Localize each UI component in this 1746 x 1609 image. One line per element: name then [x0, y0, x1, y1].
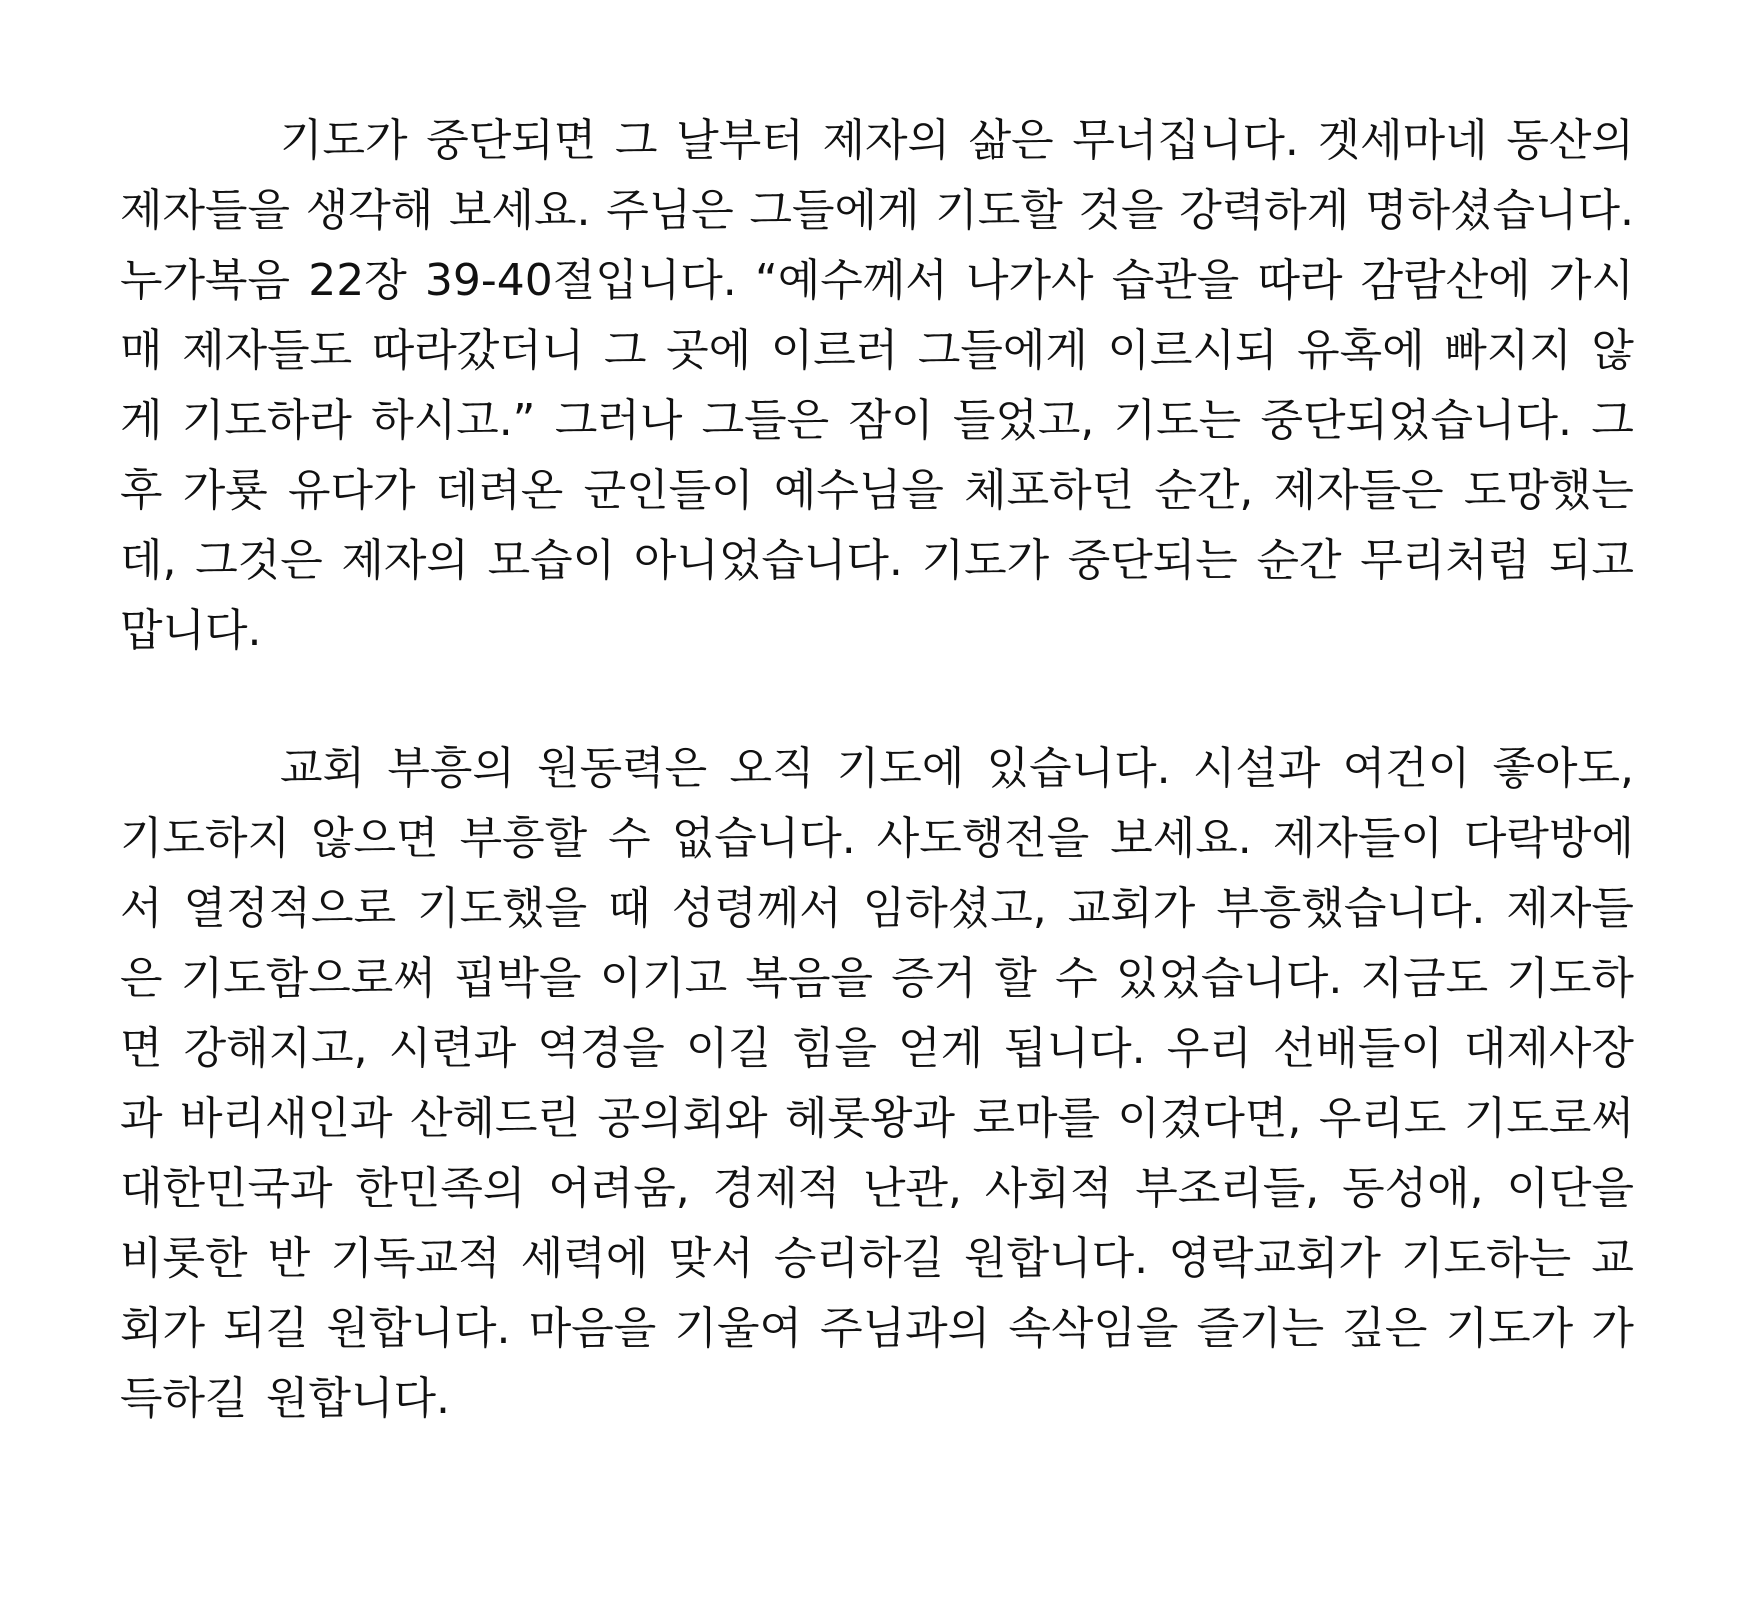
- word: 부흥할: [459, 813, 588, 864]
- word: 증거: [891, 953, 977, 1004]
- word: 지금도: [1360, 953, 1489, 1004]
- word: 게: [120, 395, 163, 446]
- word: 맙니다.: [120, 605, 262, 656]
- word: 원합니다.: [265, 1373, 450, 1424]
- word: 원합니다.: [964, 1233, 1149, 1284]
- word: 시설과: [1192, 743, 1321, 794]
- word: 교회: [280, 743, 366, 794]
- text-line: [120, 246, 1634, 316]
- word: 비롯한: [120, 1233, 248, 1284]
- word: 그: [603, 325, 647, 376]
- word: 가: [1591, 1303, 1634, 1354]
- text-line: [120, 1294, 1634, 1364]
- word: 성령께서: [671, 883, 842, 934]
- word: 빠지지: [1444, 325, 1572, 376]
- word: 복음을: [745, 953, 873, 1004]
- word: 우리도: [1318, 1093, 1447, 1144]
- word: 산헤드린: [409, 1093, 580, 1144]
- word: 제자들을: [120, 185, 291, 236]
- word: 면: [120, 1023, 163, 1074]
- word: 대한민국과: [120, 1163, 333, 1214]
- text-line: [120, 804, 1634, 874]
- word: 예수님을: [773, 465, 944, 516]
- word: 중단되었습니다.: [1260, 395, 1573, 446]
- word: 되길: [223, 1303, 309, 1354]
- word: 난관,: [863, 1163, 962, 1214]
- word: 영락교회가: [1168, 1233, 1381, 1284]
- word: 때: [608, 883, 651, 934]
- word: 무너집니다.: [1072, 115, 1299, 166]
- word: 들었고,: [952, 395, 1095, 446]
- word: 우리: [1166, 1023, 1252, 1074]
- word: 열정적으로: [183, 883, 397, 934]
- word: 주님과의: [820, 1303, 991, 1354]
- word: 곳에: [666, 325, 752, 376]
- word: 중단되면: [426, 115, 597, 166]
- word: 제자들도: [182, 325, 353, 376]
- paragraph-prayer-interrupted: [120, 106, 1634, 666]
- word: 제자들: [1506, 883, 1634, 934]
- word: 기도로써: [1463, 1093, 1634, 1144]
- word: 따라: [1257, 255, 1343, 306]
- word: 겟세마네: [1317, 115, 1488, 166]
- word: 않: [1591, 325, 1634, 376]
- text-line: [120, 1084, 1634, 1154]
- word: 아니었습니다.: [633, 535, 903, 586]
- word: 선배들이: [1272, 1023, 1443, 1074]
- word: 제자들이: [1272, 813, 1443, 864]
- word: 득하길: [120, 1373, 248, 1424]
- word: 시련과: [388, 1023, 517, 1074]
- word: 있었습니다.: [1115, 953, 1343, 1004]
- text-line: [120, 106, 1634, 176]
- word: 것을: [1078, 185, 1164, 236]
- word: 그것은: [195, 535, 323, 586]
- word: 할: [994, 953, 1037, 1004]
- word: 이르러: [770, 325, 899, 376]
- word: 어려움,: [548, 1163, 690, 1214]
- word: 유혹에: [1297, 325, 1425, 376]
- word: 습관을: [1111, 255, 1240, 306]
- word: 그들은: [701, 395, 830, 446]
- word: 보세요.: [449, 185, 591, 236]
- word: 가룟: [182, 465, 268, 516]
- word: 기도가: [921, 535, 1050, 586]
- word: 기울여: [674, 1303, 802, 1354]
- word: 이단을: [1506, 1163, 1634, 1214]
- paragraph-church-revival: [120, 734, 1634, 1434]
- word: 속삭임을: [1008, 1303, 1179, 1354]
- word: 중단되는: [1067, 535, 1238, 586]
- word: 회가: [120, 1303, 206, 1354]
- word: 데려온: [435, 465, 564, 516]
- word: 역경을: [537, 1023, 665, 1074]
- word: 기도하: [1506, 953, 1634, 1004]
- word: 그러나: [554, 395, 683, 446]
- word: 경제적: [712, 1163, 841, 1214]
- text-line: [120, 944, 1634, 1014]
- word: 사도행전을: [876, 813, 1090, 864]
- word: 생각해: [305, 185, 434, 236]
- word: 원합니다.: [326, 1303, 511, 1354]
- word: 순간,: [1154, 465, 1254, 516]
- word: 22장: [308, 255, 407, 306]
- word: 서: [120, 883, 163, 934]
- word: 맞서: [668, 1233, 754, 1284]
- word: 헤롯왕과: [784, 1093, 955, 1144]
- word: 로마를: [972, 1093, 1100, 1144]
- word: 사회적: [984, 1163, 1113, 1214]
- word: 이길: [685, 1023, 771, 1074]
- word: 핍박을: [453, 953, 582, 1004]
- word: 임하셨고,: [862, 883, 1047, 934]
- word: 기도가: [1445, 1303, 1574, 1354]
- word: 교회가: [1067, 883, 1196, 934]
- word: 군인들이: [583, 465, 754, 516]
- word: 기도에: [836, 743, 965, 794]
- word: 도망했는: [1463, 465, 1634, 516]
- word: 강력하게: [1179, 185, 1350, 236]
- word: 모습이: [487, 535, 616, 586]
- word: 부조리들,: [1135, 1163, 1320, 1214]
- word: 있습니다.: [986, 743, 1171, 794]
- word: 동성애,: [1342, 1163, 1484, 1214]
- word: 과: [120, 1093, 163, 1144]
- text-line: [120, 1014, 1634, 1084]
- word: 매: [120, 325, 163, 376]
- word: 기도할: [935, 185, 1063, 236]
- text-line: [120, 386, 1634, 456]
- word: 하시고.”: [371, 395, 536, 446]
- text-line: [120, 874, 1634, 944]
- word: 이겼다면,: [1117, 1093, 1302, 1144]
- text-line: [120, 1154, 1634, 1224]
- word: 기독교적: [330, 1233, 501, 1284]
- word: 부흥의: [387, 743, 515, 794]
- word: 얻게: [898, 1023, 984, 1074]
- word: 감람산에: [1360, 255, 1531, 306]
- document-body: [120, 106, 1634, 1434]
- word: 수: [608, 813, 651, 864]
- word: 기도함으로써: [180, 953, 436, 1004]
- text-line: [120, 456, 1634, 526]
- word: 주님은: [606, 185, 734, 236]
- text-line: [120, 316, 1634, 386]
- word: 세력에: [520, 1233, 649, 1284]
- word: 그들에게: [749, 185, 920, 236]
- word: 수: [1055, 953, 1098, 1004]
- word: 없습니다.: [671, 813, 856, 864]
- word: 깊은: [1342, 1303, 1428, 1354]
- word: 한민족의: [355, 1163, 526, 1214]
- word: 않으면: [311, 813, 439, 864]
- text-line: [120, 1364, 1634, 1434]
- word: “예수께서: [754, 255, 948, 306]
- text-line: [120, 1224, 1634, 1294]
- word: 기도하는: [1401, 1233, 1572, 1284]
- word: 삶은: [968, 115, 1054, 166]
- word: 기도했을: [417, 883, 588, 934]
- word: 그: [1591, 395, 1634, 446]
- word: 무리처럼: [1360, 535, 1531, 586]
- word: 제자의: [822, 115, 950, 166]
- word: 힘을: [791, 1023, 877, 1074]
- word: 교: [1591, 1233, 1634, 1284]
- word: 누가복음: [120, 255, 291, 306]
- paragraph-spacer: [120, 666, 1634, 734]
- word: 됩니다.: [1004, 1023, 1146, 1074]
- word: 보세요.: [1110, 813, 1252, 864]
- word: 오직: [729, 743, 815, 794]
- word: 다락방에: [1463, 813, 1634, 864]
- word: 날부터: [676, 115, 804, 166]
- word: 대제사장: [1463, 1023, 1634, 1074]
- text-line: [120, 734, 1634, 804]
- word: 이르시되: [1107, 325, 1278, 376]
- word: 체포하던: [964, 465, 1135, 516]
- word: 기도하라: [181, 395, 352, 446]
- word: 동산의: [1506, 115, 1634, 166]
- word: 데,: [120, 535, 177, 586]
- word: 좋아도,: [1492, 743, 1634, 794]
- word: 부흥했습니다.: [1216, 883, 1486, 934]
- word: 나가사: [966, 255, 1094, 306]
- word: 제자들은: [1273, 465, 1444, 516]
- text-line: [120, 176, 1634, 246]
- text-line: [120, 526, 1634, 596]
- word: 명하셨습니다.: [1364, 185, 1634, 236]
- word: 강해지고,: [183, 1023, 368, 1074]
- word: 공의회와: [597, 1093, 768, 1144]
- word: 가시: [1548, 255, 1634, 306]
- word: 잠이: [848, 395, 934, 446]
- word: 유다가: [288, 465, 416, 516]
- word: 기도는: [1113, 395, 1242, 446]
- word: 후: [120, 465, 163, 516]
- word: 기도하지: [120, 813, 291, 864]
- word: 39-40절입니다.: [424, 255, 737, 306]
- word: 즐기는: [1196, 1303, 1325, 1354]
- word: 반: [267, 1233, 311, 1284]
- word: 여건이: [1342, 743, 1471, 794]
- word: 마음을: [528, 1303, 657, 1354]
- word: 그들에게: [917, 325, 1088, 376]
- word: 승리하길: [773, 1233, 944, 1284]
- word: 따라갔더니: [371, 325, 585, 376]
- word: 순간: [1256, 535, 1342, 586]
- text-line: [120, 596, 1634, 666]
- word: 기도가: [280, 115, 408, 166]
- word: 바리새인과: [179, 1093, 393, 1144]
- word: 원동력은: [537, 743, 708, 794]
- word: 이기고: [599, 953, 728, 1004]
- word: 그: [614, 115, 658, 166]
- word: 제자의: [341, 535, 469, 586]
- word: 되고: [1548, 535, 1634, 586]
- word: 은: [120, 953, 163, 1004]
